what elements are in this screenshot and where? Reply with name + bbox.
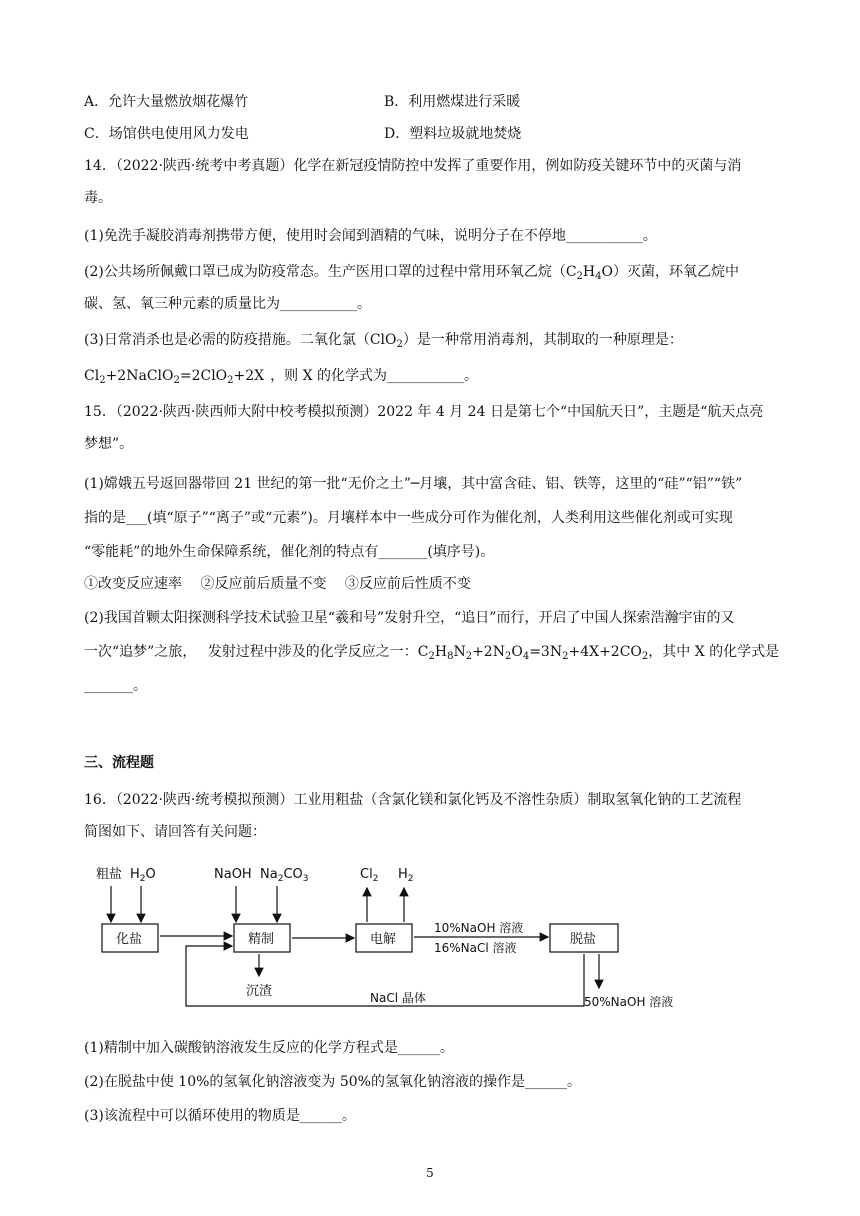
page-number: 5 bbox=[426, 1166, 434, 1180]
option-b: B．利用燃煤进行采暖 bbox=[384, 94, 521, 110]
q15-part1-line3: “零能耗”的地外生命保障系统，催化剂的特点有_______(填序号)。 bbox=[84, 544, 495, 560]
q14-stem-cont: 毒。 bbox=[84, 190, 112, 206]
q15-part2-line2: 一次“追梦”之旅， 发射过程中涉及的化学反应之一：$C_2H_8N_2+2N_2O_4=3N_2+4X+2CO_2$，其中 X 的化学式是 bbox=[84, 644, 780, 662]
box-electrolysis-label: 电解 bbox=[370, 932, 397, 947]
option-c: C．场馆供电使用风力发电 bbox=[84, 126, 249, 142]
q14-part3: (3)日常消杀也是必需的防疫措施。二氧化氯（ClO$_2$）是一种常用消毒剂，其制取的一种原理是： bbox=[84, 332, 683, 350]
input-crude-salt: 粗盐 bbox=[96, 867, 123, 882]
q16-part1: (1)精制中加入碳酸钠溶液发生反应的化学方程式是______。 bbox=[84, 1040, 454, 1056]
q16-stem-cont: 简图如下、请回答有关问题： bbox=[84, 824, 266, 840]
input-water: $H_2O$ bbox=[130, 867, 156, 884]
q14-part2: (2)公共场所佩戴口罩已成为防疫常态。生产医用口罩的过程中常用环氧乙烷$(C_2H_4O)$灭菌，环氧乙烷中 bbox=[84, 264, 739, 282]
q14-equation: $Cl_2+2NaClO_2=2ClO_2+2X$ ，则 X 的化学式为___________。 bbox=[84, 368, 479, 386]
q15-part1-line2: 指的是___(填“原子”“离子”或“元素”)。月壤样本中一些成分可作为催化剂，人类利用这些催化剂或可实现 bbox=[84, 510, 733, 526]
option-a: A．允许大量燃放烟花爆竹 bbox=[84, 94, 249, 110]
q14-stem: 14．（2022·陕西·统考中考真题）化学在新冠疫情防控中发挥了重要作用，例如防疫关键环节中的灭菌与消 bbox=[84, 158, 742, 174]
q15-stem: 15．（2022·陕西·陕西师大附中校考模拟预测）2022 年 4 月 24 日是第七个“中国航天日”，主题是“航天点亮 bbox=[84, 404, 764, 420]
reagent-naoh: NaOH bbox=[214, 867, 252, 882]
q15-part2-line3: _______。 bbox=[84, 678, 147, 694]
box-desalt-label: 脱盐 bbox=[570, 932, 597, 947]
process-flow-diagram bbox=[84, 858, 704, 1018]
q14-part2-cont: 碳、氢、氧三种元素的质量比为___________。 bbox=[84, 296, 371, 312]
section-heading: 三、流程题 bbox=[84, 755, 154, 771]
box-dissolve-label: 化盐 bbox=[116, 932, 143, 947]
stream-naoh-10: 10%NaOH 溶液 bbox=[434, 921, 524, 935]
residue-label: 沉渣 bbox=[246, 984, 273, 999]
gas-h2: $H_2$ bbox=[398, 867, 414, 884]
q16-stem: 16．（2022·陕西·统考模拟预测）工业用粗盐（含氯化镁和氯化钙及不溶性杂质）制取氢氧化钠的工艺流程 bbox=[84, 792, 742, 808]
gas-cl2: $Cl_2$ bbox=[360, 867, 379, 884]
option-d: D．塑料垃圾就地焚烧 bbox=[384, 126, 522, 142]
q15-stem-cont: 梦想”。 bbox=[84, 436, 134, 452]
q14-part1: (1)免洗手凝胶消毒剂携带方便，使用时会闻到酒精的气味，说明分子在不停地___________。 bbox=[84, 228, 657, 244]
q15-part1: (1)嫦娥五号返回器带回 21 世纪的第一批“无价之土”─月壤，其中富含硅、铝、铁等，这里的“硅”“铝”“铁” bbox=[84, 476, 743, 492]
q15-choices: ①改变反应速率 ②反应前后质量不变 ③反应前后性质不变 bbox=[84, 576, 471, 592]
stream-nacl-16: 16%NaCl 溶液 bbox=[434, 941, 517, 955]
q16-part2: (2)在脱盐中使 10%的氢氧化钠溶液变为 50%的氢氧化钠溶液的操作是______。 bbox=[84, 1074, 581, 1090]
box-refine-label: 精制 bbox=[248, 932, 275, 947]
reagent-na2co3: $Na_2CO_3$ bbox=[260, 867, 309, 884]
recycle-nacl: NaCl 晶体 bbox=[370, 991, 426, 1005]
q15-part2: (2)我国首颗太阳探测科学技术试验卫星“羲和号”发射升空，“追日”而行，开启了中国人探索浩瀚宇宙的又 bbox=[84, 610, 735, 626]
q16-part3: (3)该流程中可以循环使用的物质是______。 bbox=[84, 1108, 356, 1124]
output-naoh-50: 50%NaOH 溶液 bbox=[584, 995, 674, 1009]
